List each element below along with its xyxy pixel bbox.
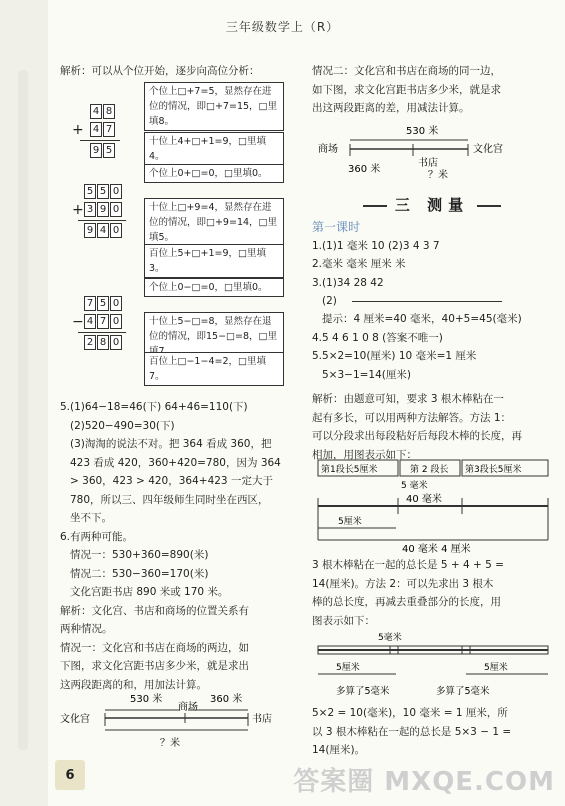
page-number: 6: [55, 760, 85, 790]
distance-diagram-2: [318, 122, 548, 182]
calc3-digit: 0: [110, 296, 122, 311]
final-line: 以 3 根木棒粘在一起的总长是 5×3 − 1 =: [312, 725, 512, 738]
calc2-rule: [78, 220, 126, 221]
answer-4: 4.5 4 6 1 0 8 (答案不唯一): [312, 331, 443, 344]
analysis-intro: 解析：可以从个位开始，逐步向高位分析：: [60, 65, 260, 77]
final-line: 14(厘米)。: [312, 744, 366, 756]
right-answers: [312, 218, 552, 464]
answer-line: 3.(1)34 28 42: [312, 276, 384, 289]
calc3-digit: 0: [110, 335, 122, 350]
q6-analysis-line: 解析：文化宫、书店和商场的位置关系有: [60, 604, 249, 617]
d1-label-mall: 商场: [178, 702, 198, 713]
d3-mid: 5 毫米: [401, 481, 428, 491]
q5-line: 5.(1)64−18=46(下) 64+46=110(下): [60, 401, 248, 413]
distance-diagram-1: [60, 690, 290, 752]
calc1-digit: 7: [103, 122, 115, 137]
calc3-operator: −: [72, 314, 84, 330]
d2-label-b: 360 米: [348, 164, 381, 175]
analysis5b-line: 14(厘米)。方法 2：可以先求出 3 根木: [312, 577, 494, 590]
answer-5b: 5×3−1=14(厘米): [322, 368, 411, 381]
page-header: 三年级数学上（R）: [225, 20, 340, 34]
d4-cm5a: 5厘米: [336, 663, 360, 673]
d1-total: ？米: [160, 738, 180, 749]
calc3-digit: 7: [97, 314, 109, 329]
q5-line: 坐不下。: [70, 512, 112, 524]
calc2-operator: +: [72, 202, 84, 218]
answer-3-2-line: [352, 301, 502, 302]
q5-line: 423 看成 420，360+420=780，因为 364: [70, 456, 281, 469]
d1-left-end: 文化宫: [60, 714, 90, 725]
calc2-digit: 3: [84, 202, 96, 217]
calc2-digit: 4: [97, 223, 109, 238]
right-column: [312, 62, 552, 118]
q5-line: (3)淘淘的说法不对。把 364 看成 360，把: [70, 438, 272, 450]
calc1-digit: 4: [90, 122, 102, 137]
q6-line: 6.有两种可能。: [60, 530, 134, 543]
calc2-note-3: 百位上5+□+1=9，□里填3。: [144, 244, 284, 278]
calc3-digit: 5: [97, 296, 109, 311]
d4-mm5: 5毫米: [378, 633, 402, 643]
calc3-note-2: 十位上5−□=8，显然存在退位的情况，即15−□=8，□里: [144, 312, 284, 361]
left-column: [60, 62, 300, 81]
d2-label-a: 530 米: [406, 126, 439, 137]
analysis5b-line: 棒的总长度，再减去重叠部分的长度，用: [312, 596, 501, 608]
q5-line: > 360，423 > 420，364+423 一定大于: [70, 475, 273, 487]
q6-line: 文化宫距书店 890 米或 170 米。: [70, 586, 229, 598]
d2-far-end: 文化宫: [473, 144, 503, 155]
d3-seg2: 第 2 段长: [410, 465, 449, 475]
calc3-digit: 2: [84, 335, 96, 350]
watermark-logo: 答案圈 MXQE.COM: [293, 767, 555, 797]
q6-analysis-line: 这两段距离的和，用加法计算。: [60, 678, 207, 691]
d3-seg1: 第1段长5厘米: [321, 465, 378, 475]
calc1-note-2: 十位上4+□+1=9，□里填4。: [144, 132, 284, 166]
calc3-note-1: 个位上0−□=0，□里填0。: [144, 278, 284, 297]
calc2-digit: 0: [110, 223, 122, 238]
analysis5b: [312, 556, 552, 630]
answer-3-hint: 提示：4 厘米=40 毫米，40+5=45(毫米): [322, 313, 522, 325]
analysis5b-line: 图表示如下：: [312, 614, 375, 627]
calc3-digit: 0: [110, 314, 122, 329]
answer-line: 2.毫米 毫米 厘米 米: [312, 258, 406, 270]
d3-total: 40 毫米 4 厘米: [402, 544, 471, 555]
calc1-note-1: 个位上□+7=5，显然存在进位的情况，即□+7=15，□里填8。: [144, 82, 284, 131]
d1-right-end: 书店: [252, 714, 272, 725]
d4-extra1: 多算了5毫米: [336, 686, 390, 697]
case2-line: 如下图，求文化宫距书店多少米，就是求: [312, 83, 501, 96]
d1-label-b: 360 米: [210, 694, 243, 705]
d4-extra2: 多算了5毫米: [436, 686, 490, 697]
calc1-digit: 5: [103, 143, 115, 158]
calc2-digit: 0: [110, 202, 122, 217]
d4-cm5b: 5厘米: [484, 663, 508, 673]
d2-q: ？米: [428, 170, 448, 181]
analysis5-line: 解析：由题意可知，要求 3 根木棒粘在一: [312, 393, 504, 405]
d3-seg3: 第3段长5厘米: [465, 465, 522, 475]
calc2-digit: 5: [97, 184, 109, 199]
q6-analysis-line: 下图，求文化宫距书店多少米，就是求出: [60, 660, 249, 672]
calc1-operator: +: [72, 122, 84, 138]
calc2-note-1: 个位上0+□=0，□里填0。: [144, 164, 284, 183]
d3-mm40: 40 毫米: [406, 494, 442, 505]
section-title: 三 测量: [394, 196, 470, 214]
q5-line: 780，所以三、四年级师生同时坐在西区，: [70, 493, 269, 506]
calc2-digit: 0: [110, 184, 122, 199]
calc3-digit: 8: [97, 335, 109, 350]
calc2-digit: 5: [84, 184, 96, 199]
calc2-digit: 9: [97, 202, 109, 217]
analysis5-line: 可以分段求出每段粘好后每段木棒的长度，再: [312, 430, 522, 442]
answer-3-2-label: (2): [322, 295, 337, 307]
q6-analysis-line: 两种情况。: [60, 623, 113, 635]
final-answer: [312, 704, 552, 760]
calc3-digit: 7: [84, 296, 96, 311]
final-line: 5×2 = 10(毫米)，10 毫米 = 1 厘米，所: [312, 707, 508, 719]
page-sidebar: [0, 0, 48, 806]
calc3-digit: 4: [84, 314, 96, 329]
calc1-digit: 9: [90, 143, 102, 158]
answer-5a: 5.5×2=10(厘米) 10 毫米=1 厘米: [312, 350, 477, 362]
calc3-note-3: 百位上□−1−4=2，□里填7。: [144, 352, 284, 386]
stick-diagram-1: [316, 458, 552, 556]
section-heading: [312, 190, 552, 217]
stick-diagram-2: [316, 630, 552, 702]
d2-mall: 商场: [318, 144, 338, 155]
calc2-digit: 9: [84, 223, 96, 238]
calc1-digit: 4: [90, 104, 102, 119]
calc1-digit: 8: [103, 104, 115, 119]
calc1-rule: [80, 140, 120, 141]
analysis5-line: 起有多长，可以用两种方法解答。方法 1：: [312, 411, 512, 424]
q6-analysis-line: 情况一：文化宫和书店在商场的两边，如: [60, 641, 249, 654]
analysis5-line: 相加，用图表示如下：: [312, 448, 417, 461]
q5-line: (2)520−490=30(下): [70, 419, 175, 432]
d1-label-a: 530 米: [130, 694, 163, 705]
lesson-title: 第一课时: [312, 220, 361, 234]
analysis5b-line: 3 根木棒粘在一起的总长是 5 + 4 + 5 =: [312, 559, 504, 571]
answer-line: 1.(1)1 毫米 10 (2)3 4 3 7: [312, 239, 440, 252]
d2-store: 书店: [418, 158, 438, 169]
q6-line: 情况二：530−360=170(米): [70, 567, 209, 580]
d3-cm5: 5厘米: [338, 517, 362, 527]
sidebar-stripe: [18, 70, 28, 750]
case2-line: 情况二：文化宫和书店在商场的同一边，: [312, 65, 501, 77]
case2-line: 出这两段距离的差，用减法计算。: [312, 102, 470, 114]
q6-line: 情况一：530+360=890(米): [70, 549, 209, 561]
calc3-rule: [78, 332, 126, 333]
calc2-note-2: 十位上□+9=4，显然存在进位的情况，即□+9=14，□里填5。: [144, 198, 284, 247]
left-answers: [60, 398, 300, 694]
